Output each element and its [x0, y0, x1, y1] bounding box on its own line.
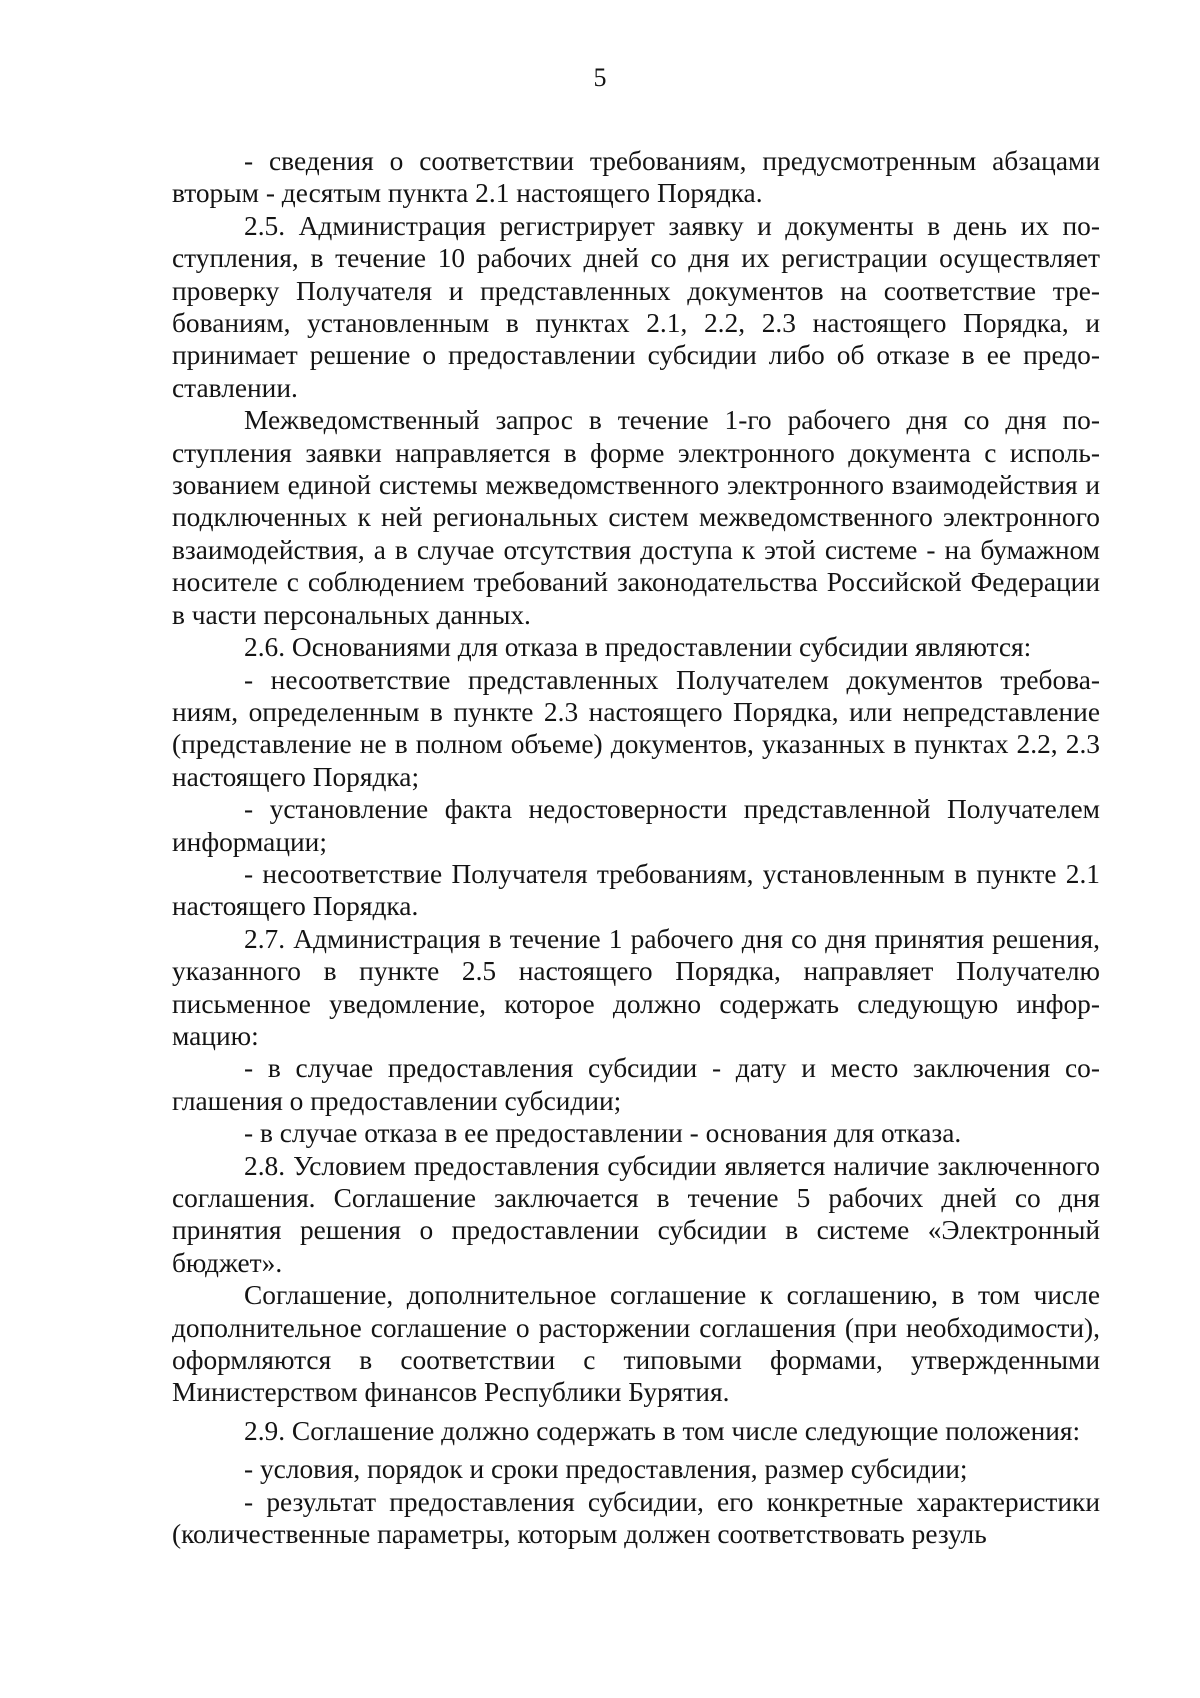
paragraph-2-5: 2.5. Администрация регистрирует заявку и документы в день их поступления, в течение 10 рабочих дней со дня их регистрации осуществляет проверку Получателя и представленных документов на соответствие требованиям, установленным в пунктах 2.1, 2.2, 2.3 настоящего Порядка, и принимает решение о предоставлении субсидии либо об отказе в ее предоставлении. — [172, 210, 1100, 403]
paragraph-agreement-terms: - условия, порядок и сроки предоставления, размер субсидии; — [244, 1454, 968, 1485]
paragraph-refusal-ground-2: - установление факта недостоверности представленной Получателем информации; — [172, 794, 1100, 857]
paragraph-2-9: 2.9. Соглашение должно содержать в том числе следующие положения: — [244, 1415, 1081, 1446]
document-body — [172, 145, 1100, 1550]
paragraph-notice-refusal: - в случае отказа в ее предоставлении - основания для отказа. — [244, 1118, 962, 1149]
paragraph-refusal-ground-1: - несоответствие представленных Получателем документов требованиям, определенным в пункте 2.3 настоящего Порядка, или непредставление (представление не в полном объеме) документов, указанных в пунктах 2.2, 2.3 настоящего Порядка; — [172, 664, 1100, 792]
paragraph-requirements-info: - сведения о соответствии требованиям, предусмотренным абзацами вторым - десятым пункта 2.1 настоящего Порядка. — [172, 146, 1100, 209]
paragraph-refusal-ground-3: - несоответствие Получателя требованиям, установленным в пункте 2.1 настоящего Порядка. — [172, 858, 1100, 922]
paragraph-agreement-forms: Соглашение, дополнительное соглашение к соглашению, в том числе дополнительное соглашение о расторжении соглашения (при необходимости), оформляются в соответствии с типовыми формами, утвержденными Министерством финансов Республики Бурятия. — [172, 1280, 1100, 1408]
paragraph-interagency-request: Межведомственный запрос в течение 1-го рабочего дня со дня поступления заявки направляется в форме электронного документа с использованием единой системы межведомственного электронного взаимодействия и подключенных к ней региональных систем межведомственного электронного взаимодействия, а в случае отсутствия доступа к этой системе - на бумажном носителе с соблюдением требований законодательства Российской Федерации в части персональных данных. — [172, 405, 1100, 630]
page-number: 5 — [593, 63, 607, 92]
paragraph-agreement-result: - результат предоставления субсидии, его конкретные характеристики (количественные параметры, которым должен соответствовать резуль — [172, 1486, 1100, 1550]
paragraph-2-6: 2.6. Основаниями для отказа в предоставлении субсидии являются: — [244, 632, 1032, 663]
paragraph-2-8: 2.8. Условием предоставления субсидии является наличие заключенного соглашения. Соглашение заключается в течение 5 рабочих дней со дня принятия решения о предоставлении субсидии в системе «Электронный бюджет». — [172, 1150, 1100, 1278]
paragraph-2-7: 2.7. Администрация в течение 1 рабочего дня со дня принятия решения, указанного в пункте 2.5 настоящего Порядка, направляет Получателю письменное уведомление, которое должно содержать следующую информацию: — [172, 923, 1100, 1051]
paragraph-notice-grant: - в случае предоставления субсидии - дату и место заключения соглашения о предоставлении субсидии; — [172, 1053, 1100, 1116]
